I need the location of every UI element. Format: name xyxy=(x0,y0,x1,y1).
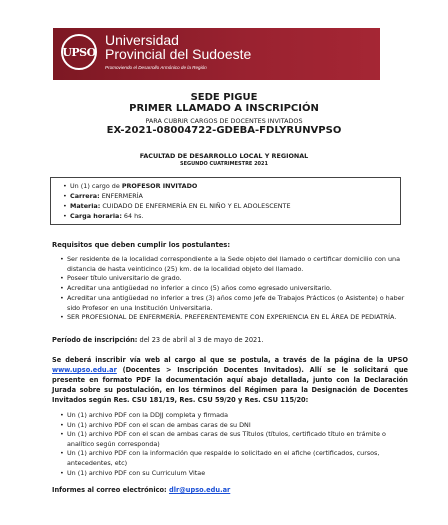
upso-logo: UPSO xyxy=(61,34,97,70)
list-item: • Un (1) archivo PDF con el scan de ambas caras de sus Títulos (títulos, certificado título en trámite o analítico según corresponda) xyxy=(60,430,400,449)
list-item: • Poseer título universitario de grado. xyxy=(60,274,420,284)
inscripcion-paragraph: Se deberá inscribir vía web al cargo al que se postula, a través de la página de la UPSO www.upso.edu.ar (Docentes > Inscripción Docentes Invitados). Allí se le solicitará que presente en formato PDF la documentación aquí abajo detallada, junto con la Declaración Jurada sobre su postulación, en los términos del Régimen para la Designación de Docentes Invitados según Res. CSU 181/19, Res. CSU 59/20 y Res. CSU 115/20: xyxy=(52,356,408,404)
expediente-number: EX-2021-08004722-GDEBA-FDLYRUNVPSO xyxy=(106,125,342,136)
carrera-item: • Carrera: ENFERMERÍA xyxy=(63,191,291,201)
list-item: • Un (1) archivo PDF con su Curriculum Vitae xyxy=(60,469,400,479)
list-item: • Acreditar una antigüedad no inferior a cinco (5) años como egresado universitario. xyxy=(60,284,420,294)
upso-website-link[interactable]: www.upso.edu.ar xyxy=(52,366,117,374)
list-item: • Un (1) archivo PDF con la DDJJ completa y firmada xyxy=(60,411,400,421)
university-banner xyxy=(53,28,380,80)
sede-title: SEDE PIGUE xyxy=(190,92,258,103)
archivos-list xyxy=(60,411,400,478)
informes-line: Informes al correo electrónico: dlr@upso.edu.ar xyxy=(52,486,231,494)
purpose-subtitle: PARA CUBRIR CARGOS DE DOCENTES INVITADOS xyxy=(145,117,303,125)
email-link[interactable]: dlr@upso.edu.ar xyxy=(168,486,231,494)
cargo-box xyxy=(50,177,401,225)
periodo-inscripcion: Período de inscripción: del 23 de abril al 3 de mayo de 2021. xyxy=(52,336,264,344)
requisitos-heading: Requisitos que deben cumplir los postulantes: xyxy=(52,241,231,249)
list-item: • Acreditar una antigüedad no inferior a tres (3) años como Jefe de Trabajos Prácticos (o Asistente) o haber sido Profesor en una Institución Universitaria. xyxy=(60,294,420,313)
university-tagline: Promoviendo el Desarrollo Armónico de la Región xyxy=(105,65,207,70)
university-name-line2: Provincial del Sudoeste xyxy=(105,46,252,62)
cargo-item: • Un (1) cargo de PROFESOR INVITADO xyxy=(63,181,291,191)
llamado-title: PRIMER LLAMADO A INSCRIPCIÓN xyxy=(129,103,319,114)
requisitos-list xyxy=(60,255,420,323)
list-item: • Un (1) archivo PDF con el scan de ambas caras de su DNI xyxy=(60,421,400,431)
cuatrimestre-title: SEGUNDO CUATRIMESTRE 2021 xyxy=(179,161,268,167)
list-item: • Un (1) archivo PDF con la información que respalde lo solicitado en el afiche (certificados, cursos, antecedentes, etc) xyxy=(60,449,400,468)
list-item: • Ser residente de la localidad correspondiente a la Sede objeto del llamado o certificar domicilio con una distancia de hasta veinticinco (25) km. de la localidad objeto del llamado. xyxy=(60,255,420,274)
university-name-line1: Universidad xyxy=(105,32,179,48)
list-item: • SER PROFESIONAL DE ENFERMERÍA. PREFERENTEMENTE CON EXPERIENCIA EN EL ÁREA DE PEDIATRÍA. xyxy=(60,313,420,323)
facultad-title: FACULTAD DE DESARROLLO LOCAL Y REGIONAL xyxy=(139,152,309,160)
carga-horaria-item: • Carga horaria: 64 hs. xyxy=(63,211,291,221)
materia-item: • Materia: CUIDADO DE ENFERMERÍA EN EL NIÑO Y EL ADOLESCENTE xyxy=(63,201,291,211)
